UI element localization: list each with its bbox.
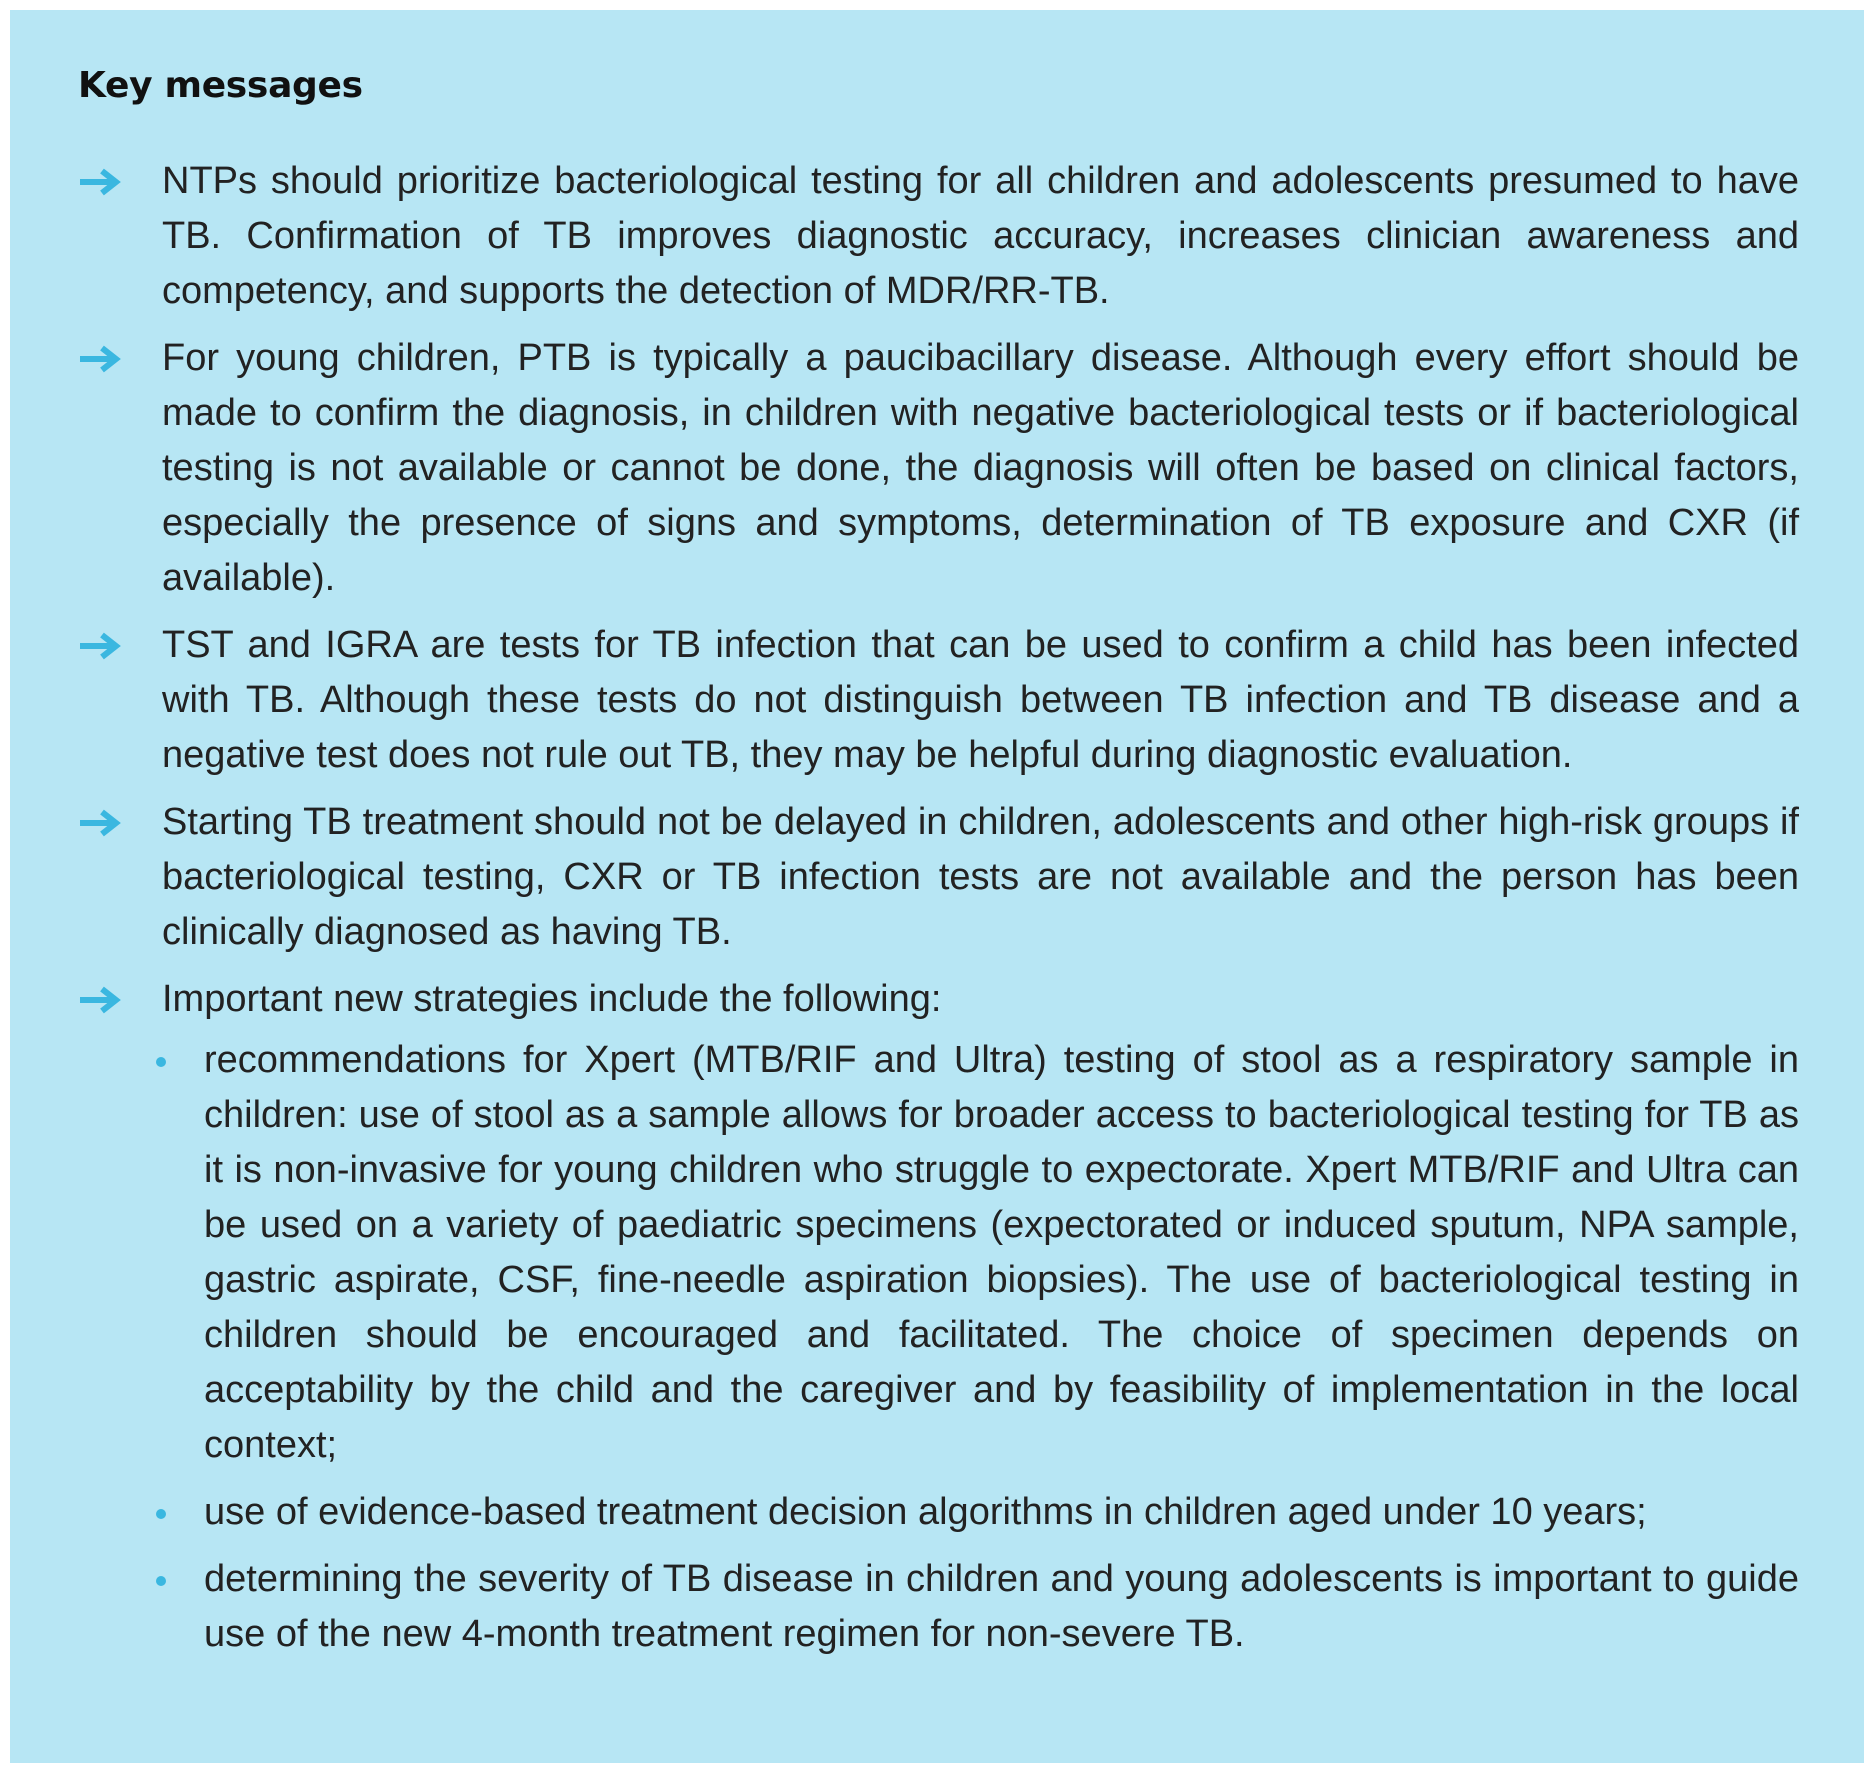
- list-item-text: Important new strategies include the following:: [162, 978, 942, 1020]
- box-title: Key messages: [78, 65, 363, 106]
- sublist-item: [162, 1033, 1799, 1473]
- list-item: [78, 154, 1799, 319]
- sublist-item-text: determining the severity of TB disease in children and young adolescents is important to guide use of the new 4-month treatment regimen for non-severe TB.: [204, 1558, 1799, 1655]
- arrow-right-icon: [78, 632, 124, 660]
- bullet-dot-icon: [156, 1509, 166, 1519]
- sublist-item-text: use of evidence-based treatment decision algorithms in children aged under 10 years;: [204, 1491, 1647, 1533]
- sublist-item: [162, 1552, 1799, 1662]
- key-messages-list: [78, 154, 1799, 1662]
- list-item: [78, 618, 1799, 783]
- list-item-text: Starting TB treatment should not be delayed in children, adolescents and other high-risk groups if bacteriological testing, CXR or TB infection tests are not available and the person has been clinically diagnosed as having TB.: [162, 801, 1799, 953]
- arrow-right-icon: [78, 345, 124, 373]
- bullet-dot-icon: [156, 1057, 166, 1067]
- list-item-text: For young children, PTB is typically a paucibacillary disease. Although every effort should be made to confirm the diagnosis, in children with negative bacteriological tests or if bacteriological testing is not available or cannot be done, the diagnosis will often be based on clinical factors, especially the presence of signs and symptoms, determination of TB exposure and CXR (if available).: [162, 337, 1799, 599]
- arrow-right-icon: [78, 168, 124, 196]
- list-item-text: TST and IGRA are tests for TB infection that can be used to confirm a child has been infected with TB. Although these tests do not distinguish between TB infection and TB disease and a negative test does not rule out TB, they may be helpful during diagnostic evaluation.: [162, 624, 1799, 776]
- bullet-dot-icon: [156, 1576, 166, 1586]
- list-item: [78, 972, 1799, 1662]
- arrow-right-icon: [78, 809, 124, 837]
- sublist-item: [162, 1485, 1799, 1540]
- sublist-item-text: recommendations for Xpert (MTB/RIF and Ultra) testing of stool as a respiratory sample in children: use of stool as a sample allows for broader access to bacteriological testing for TB as it is non-invasive for young children who struggle to expectorate. Xpert MTB/RIF and Ultra can be used on a variety of paediatric specimens (expectorated or induced sputum, NPA sample, gastric aspirate, CSF, fine-needle aspiration biopsies). The use of bacteriological testing in children should be encouraged and facilitated. The choice of specimen depends on acceptability by the child and the caregiver and by feasibility of implementation in the local context;: [204, 1039, 1799, 1466]
- arrow-right-icon: [78, 986, 124, 1014]
- strategies-sublist: [162, 1033, 1799, 1662]
- key-messages-box: [10, 10, 1864, 1763]
- list-item: [78, 795, 1799, 960]
- list-item: [78, 331, 1799, 606]
- list-item-text: NTPs should prioritize bacteriological testing for all children and adolescents presumed to have TB. Confirmation of TB improves diagnostic accuracy, increases clinician awareness and competency, and supports the detection of MDR/RR-TB.: [162, 160, 1799, 312]
